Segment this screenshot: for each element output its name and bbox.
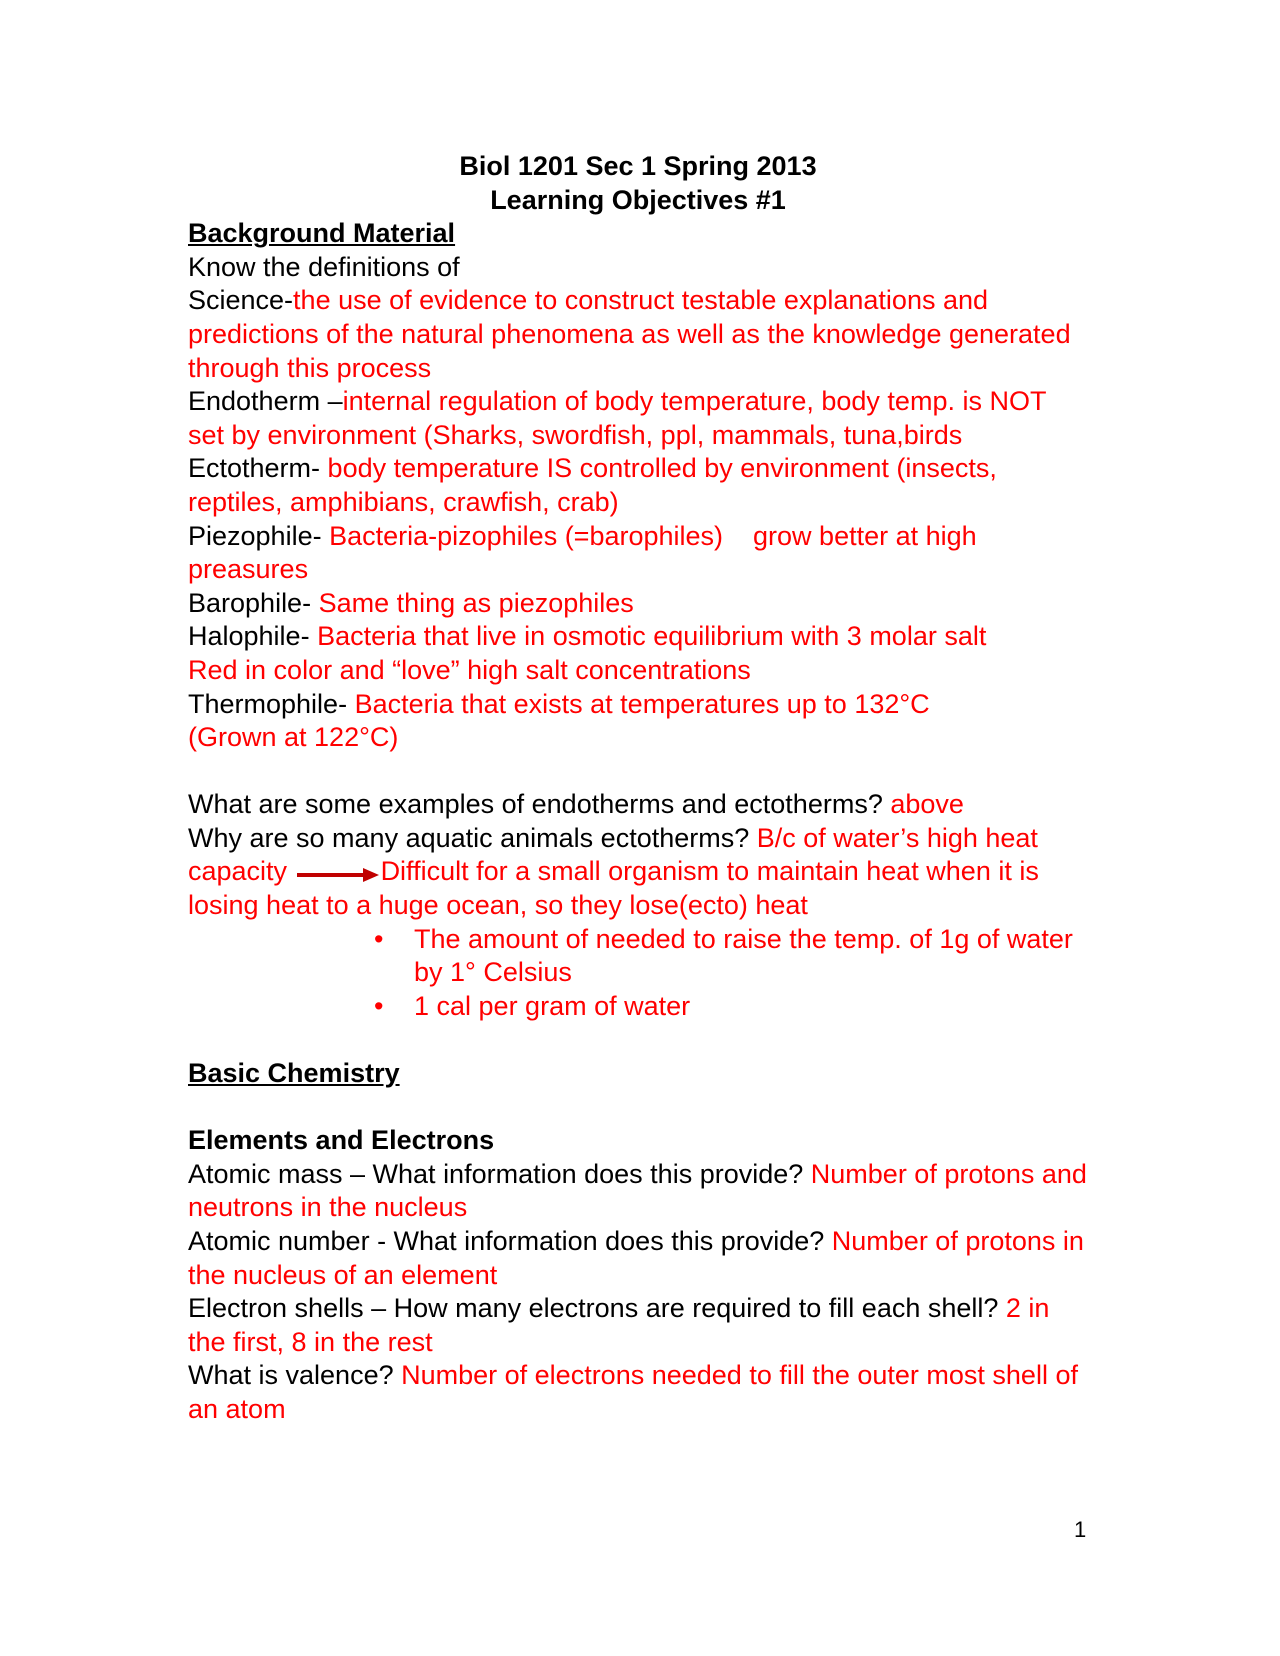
chem-question-atomic-mass [188,1158,1088,1225]
definition-barophile [188,587,1088,621]
chem-question-electron-shells [188,1292,1088,1359]
definition-halophile [188,620,1028,687]
question-text: What are some examples of endotherms and ectotherms? [188,789,891,820]
definitions-intro: Know the definitions of [188,251,460,282]
bullet-icon: • [374,923,384,954]
spacer [188,1023,1088,1057]
definition-science [188,284,1088,385]
chem-question-valence [188,1359,1088,1426]
definition-term: Piezophile- [188,520,330,551]
question-answer: 2 in the first, 8 in the rest [188,1293,1050,1357]
chem-question-atomic-number [188,1225,1088,1292]
document-title-line2: Learning Objectives #1 [490,184,786,215]
question-answer: Number of electrons needed to fill the outer most shell of an atom [188,1360,1078,1424]
definition-term: Endotherm – [188,386,343,417]
right-arrow-icon [295,860,381,880]
question-answer: above [890,789,964,820]
question-examples [188,788,1088,822]
page-number: 1 [1074,1517,1087,1542]
definition-answer: body temperature IS controlled by environment (insects, reptiles, amphibians, crawfish, crab) [188,453,997,517]
list-item: • 1 cal per gram of water [188,990,1088,1024]
subheading-elements: Elements and Electrons [188,1125,495,1156]
definition-answer: Bacteria that exists at temperatures up to 132°C (Grown at 122°C) [188,688,930,753]
definition-answer: Bacteria-pizophiles (=barophiles) grow better at high preasures [188,520,985,585]
definition-piezophile [188,520,1088,587]
definition-answer: Bacteria that live in osmotic equilibrium with 3 molar salt Red in color and “love” high salt concentrations [188,621,987,685]
question-text: Atomic mass – What information does this provide? [188,1158,811,1189]
definition-ectotherm [188,452,1088,519]
question-text: Why are so many aquatic animals ectotherms? [188,822,757,853]
section-heading-background: Background Material [188,218,456,249]
spacer [188,755,1088,789]
definition-term: Ectotherm- [188,453,328,484]
definition-thermophile [188,688,988,755]
definition-answer: internal regulation of body temperature, body temp. is NOT set by environment (Sharks, swordfish, ppl, mammals, tuna,birds [188,386,1046,450]
definition-term: Thermophile- [188,688,355,719]
definition-term: Barophile- [188,587,319,618]
definition-endotherm [188,385,1088,452]
definition-answer: the use of evidence to construct testable explanations and predictions of the natural phenomena as well as the knowledge generated through this process [188,285,1071,383]
definition-answer: Same thing as piezophiles [318,587,634,618]
question-text: Electron shells – How many electrons are required to fill each shell? [188,1293,1006,1324]
definition-term: Science- [188,285,294,316]
section-heading-chemistry: Basic Chemistry [188,1058,400,1089]
question-text: Atomic number - What information does this provide? [188,1226,832,1256]
question-text: What is valence? [188,1360,402,1391]
question-answer: B/c of water’s high heat capacity [188,822,1038,887]
document-body [188,150,1088,1427]
bullet-list [188,923,1088,1024]
bullet-icon: • [374,990,384,1021]
list-item: • The amount of needed to raise the temp. of 1g of water by 1° Celsius [374,923,1073,988]
question-answer-continued: Difficult for a small organism to maintain heat when it is losing heat to a huge ocean, so they lose(ecto) heat [188,856,1039,921]
definition-term: Halophile- [188,621,318,652]
spacer [188,1091,1088,1125]
question-answer: Number of protons in the nucleus of an element [188,1226,1084,1290]
document-title-line1: Biol 1201 Sec 1 Spring 2013 [459,151,817,181]
question-aquatic [188,822,1088,923]
question-answer: Number of protons and neutrons in the nucleus [188,1158,1087,1223]
